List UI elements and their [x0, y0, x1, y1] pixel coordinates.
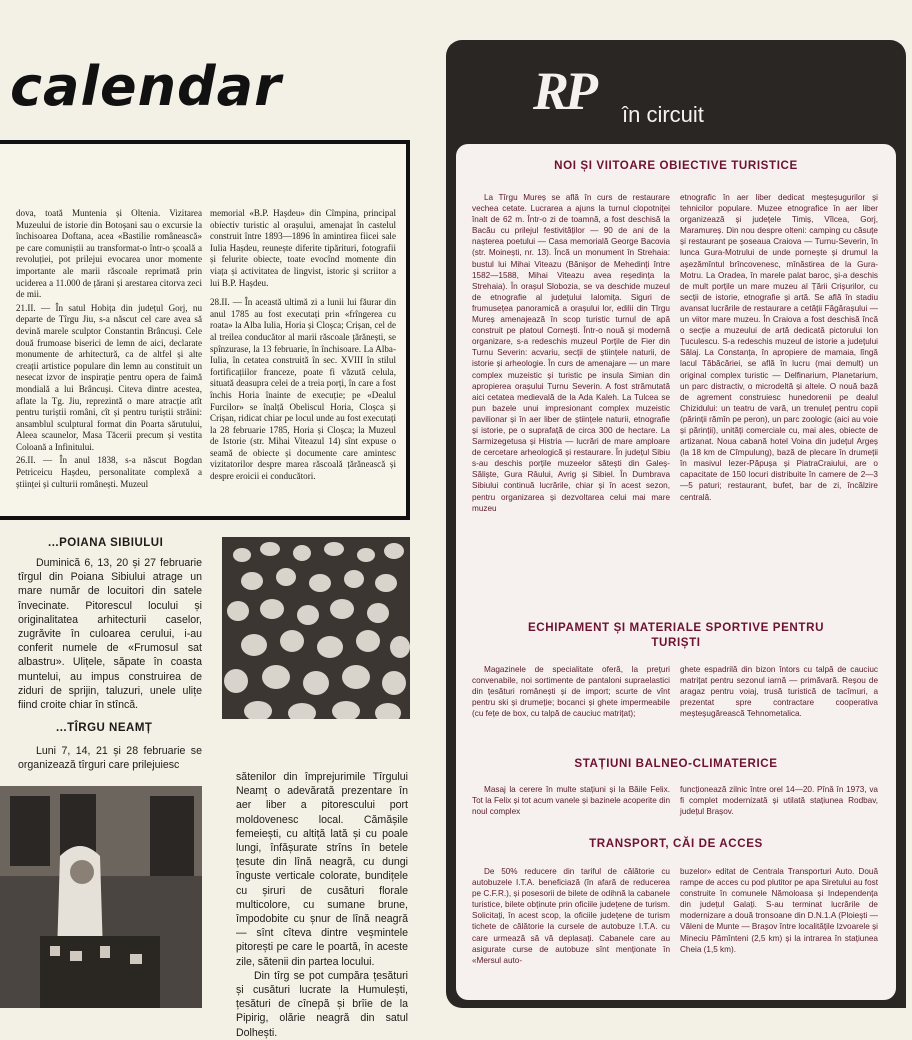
tirgu-neamt-title: ...TÎRGU NEAMȚ: [56, 722, 153, 734]
rp-paragraph: La Tîrgu Mureș se află în curs de restaurare vechea cetate. Lucrarea a ajuns la turnul clopotniței înalt de 62 m. Într-o zi de toamnă, a fost deschisă la Bacău cu prilejul festivităților — 90 de ani de la nașterea poetului — Casa memorială George Bacovia (str. Moinești, nr. 13). Încă un monument în Strehaia: bustul lui Mihai Viteazu (Bănișor de Mehedinți între 1582—1588, Mihai Viteazu avea reședința la Strehaia). În orașul Slobozia, se va deschide muzeul de etnografie al județului Ialomița. Siguri de frumusețea panoramică a orașului lor, edilii din Tîrgu Mureș amenajează în scop turistic turnul de apă construit pe platoul Corneşti. Într-o nouă și modernă organizare, s-a redeschis muzeul Porțile de Fier din Turnu Severin: acvariu, secții de științele naturii, de istorie și arheologie. În curs de amenajare — un mare complex muzeistic și turistic pe insula Simian din apropierea orașului Turnu Severin. A fost strămutată aici cetatea medievală de la Ada Kaleh. La Tulcea se pun bazele unui impresionant complex muzeistic pavilionar și în aer liber de științele naturii, etnografie și istorie, pe o suprafață de circa 300 de hectare. La Sarmizegetusa și Histria — lucrări de mare amploare de cercetare arheologică și restaurare. În județul Sibiu s-au deschis porțile muzeelor sătești din Galeș-Săliște, Gura Râului, Avrig și Sibiel. În Dumbrava Sibiului continuă lucrările, chiar și în acest sezon, pentru organizarea și dezvoltarea celui mai mare muzeu: [472, 193, 670, 513]
tirgu-neamt-text: [236, 770, 408, 1040]
calendar-paragraph: 21.II. — În satul Hobița din județul Gorj, nu departe de Tîrgu Jiu, s-a născut cel care avea să devină marele sculptor Constantin Brâncuși. Cele două frumoase biserici de lemn de aici, declarate monumente de arhitectură, ca de altfel și alte creații artistice populare din lemn au constituit un nesecat izvor de inspirație pentru opera de faimă mondială a lui Brâncuși. Citeva dintre acestea, aflate la Tg. Jiu, reprezintă o mare atracție atît pentru turiștii români, cît și pentru turiștii străini: ansamblul sculptural format din Poarta sărutului, Aleea scaunelor, Masa Tăcerii precum și vestita Coloană a Infinitului.: [16, 302, 202, 452]
section-obiective-col2: [680, 192, 878, 503]
rp-paragraph: De 50% reducere din tariful de călătorie cu autobuzele I.T.A. beneficiază (în afară de reducerea pe C.F.R.), și posesorii de bilete de odihnă la cabanele turistice, bilete obținute prin oficiile județene de turism. Solicitați, în acest scop, la oficiile județene de turism tichete de călătorie la cursele de autobuze I.T.A. cu care urmează să vă deplasați. Cabanele care au asigurate curse de autobuze sînt menționate în «Mersul auto-: [472, 867, 670, 965]
poiana-paragraph: Duminică 6, 13, 20 și 27 februarie tîrgul din Poiana Sibiului atrage un mare număr de locuitori din satele învecinate. Pitorescul locului și originalitatea arhitecturii caselor, zugrăvite în culoarea cerului, i-au conferit numele de «Frumosul sat albastru». Ulițele, săpate în coasta muntelui, au impus construirea de ziduri de sprijin, taluzuri, unele ulițe fiind croite chiar în stîncă.: [18, 557, 202, 712]
crowd-photo: [222, 537, 410, 719]
section-title-obiective: NOI ȘI VIITOARE OBIECTIVE TURISTICE: [554, 159, 798, 172]
calendar-paragraph: 28.II. — În această ultimă zi a lunii lui făurar din anul 1785 au fost executați prin «frîngerea cu roata» la Alba Iulia, Horia și Cloșca; Crișan, cel de al treilea conducător al marii răscoale țărănești, se spînzurase, la 13 februarie, în închisoare. La Alba-Iulia, în cetatea construită în sec. XVIII în stilul fortificațiilor franceze, poate fi văzută celula, situată deasupra celei de a treia porți, în care a fost închis Horia înainte de execuție; pe «Dealul Furcilor» se înalță Obeliscul Horia, Cloșca și Crișan, ridicat chiar pe locul unde au fost executați la 28 februarie 1785, Horia și Cloșca; la Muzeul de Istorie (str. Mihai Viteazul 14) sînt expuse o seamă de obiecte și documente care amintesc vizitatorilor despre marea răscoală țărănească și despre eroicii ei conducători.: [210, 297, 396, 482]
section-title-transport: TRANSPORT, CĂI DE ACCES: [589, 837, 763, 850]
rp-logo: RP: [533, 61, 595, 121]
section-transport-col2: [680, 866, 878, 955]
calendar-box: [0, 140, 410, 520]
section-statiuni-col1: [472, 784, 670, 817]
section-echipament-col1: [472, 664, 670, 719]
rp-paragraph: etnografic în aer liber dedicat meșteșugurilor și tehnicilor populare. Muzee etnografice în aer liber organizează și județele Timiș, Vîlcea, Gorj, Maramureș. Din nou despre olteni: camping cu căsuțe și restaurant pe șoseaua Craiova — Turnu-Severin, în lunca Gura-Motrului de unde pornește și drumul la așezămîntul brîncovenesc, mînăstirea de la Gura-Motru. La Oradea, în marele palat baroc, și-a deschis de mult porțile un mare muzeu al Țării Crișurilor, cu secții de istorie, etnografie și artă. Se află în stadiu avansat lucrările de restaurare a cetății Făgărașului — un viitor mare muzeu. În Craiova a fost deschisă încă o secție a muzeului de artă dedicată pictorului Ion Țuculescu. S-a redeschis muzeul de istorie a județului Sălaj. La Constanța, în apropiere de mamaia, lîngă lacul Tăbăcăriei, se află în lucru (mai demult) un original complex turistic — Delfinarium, Planetarium, un parc distractiv, o microdeltă și altele. O nouă bază de agrement construiesc hunedorenii pe dealul Chizidului: un teatru de vară, un trenuleț pentru copii (părinții rămîn pe peron), un parc zoologic (aici au voie și părinții), unități comerciale cu, mai ales, obiecte de artizanat. Noua cabană hotel Voina din județul Argeș (la 18 km de Cîmpulung), bază de plecare în drumeții în masivul Iezer-Păpușa și PiatraCraiului, are o capacitate de 150 locuri distribuite în camere de 2—3—5 paturi; restaurant, bufet, bar de zi, încălzire centrală.: [680, 193, 878, 502]
costume-image: [0, 786, 202, 1008]
rp-subtitle: în circuit: [622, 102, 704, 127]
rp-paragraph: Masaj la cerere în multe stațiuni și la Băile Felix. Tot la Felix și tot acum vanele și bazinele acoperite din noul complex: [472, 785, 670, 817]
section-title-statiuni: STAȚIUNI BALNEO-CLIMATERICE: [574, 757, 778, 770]
calendar-column-2: [210, 208, 396, 485]
crowd-image: [222, 537, 410, 719]
rp-paragraph: funcționează zilnic între orel 14—20. Pînă în 1973, va fi complet modernizată și utilată stațiunea Rodbav, județul Brașov.: [680, 785, 878, 817]
section-statiuni-col2: [680, 784, 878, 817]
neamt-paragraph: Din tîrg se pot cumpăra țesături și cusături lucrate la Humulești, țesături de cînepă și brîie de la Pipirig, olărie neagră din satul Dolhești.: [236, 969, 408, 1039]
section-title-echipament: ECHIPAMENT ȘI MATERIALE SPORTIVE PENTRU TURIȘTI: [527, 621, 825, 649]
neamt-paragraph: sătenilor din împrejurimile Tîrgului Neamț o adevărată prezentare în aer liber a pitorescului port moldovenesc local. Cămășile femeiești, cu altiță lată și cu poale lungi, înfășurate strîns în betele țesute din lînă neagră, cu dungi înguste verticale colorate, bundițele cu șiruri de cusături florale multicolore, cu sumane brune, împodobite cu șnur de lînă neagră — sînt cîteva dintre veșmintele pitorești pe care le poartă, în aceste zile, sătenii din partea locului.: [236, 771, 408, 968]
section-echipament-col2: [680, 664, 878, 719]
costume-photo: [0, 786, 202, 1008]
rp-paragraph: ghete espadrilă din bizon întors cu talpă de cauciuc matrițat pentru sezonul iarnă — primăvară. Reșou de aragaz pentru voiaj, trusă turistică de tacîmuri, a prezentat spre contractare cooperativa meșteșugărească Tehnometalica.: [680, 665, 878, 719]
calendar-paragraph: dova, toată Muntenia și Oltenia. Vizitarea Muzeului de istorie din Botoșani sau o excursie la închisoarea Doftana, acea «Bastilie românească» pe care comuniștii au transformat-o într-o școală a revoluției, pot prilejui evocarea unor momente importante ale marii răscoale reprimată prin uciderea a 11.000 de țărani și arestarea citorva zeci de mii.: [16, 208, 202, 300]
rp-paragraph: Magazinele de specialitate oferă, la prețuri convenabile, noi sortimente de pantaloni supraelastici din țesături românești și de import; scurte de vînt pentru ski și drumeție; bocanci și ghete impermeabile (cu fețe de box, cu talpă de cauciuc matrițat);: [472, 665, 670, 719]
poiana-title: ...POIANA SIBIULUI: [48, 537, 164, 549]
calendar-paragraph: memorial «B.P. Hașdeu» din Cîmpina, principal obiectiv turistic al orașului, amenajat în castelul construit între 1893—1896 în amintirea fiicei sale Iulia Hașdeu, reunește diferite tipărituri, fotografii și felurite obiecte, toate evocînd momente din viața și activitatea de lingvist, istoric și scriitor a lui B.P. Hașdeu.: [210, 208, 396, 288]
calendar-paragraph: 26.II. — În anul 1838, s-a născut Bogdan Petriceicu Hașdeu, personalitate complexă a științei și culturii românești. Muzeul: [16, 455, 202, 489]
tirgu-neamt-intro: [18, 744, 202, 772]
neamt-paragraph: Luni 7, 14, 21 și 28 februarie se organizează tîrguri care prilejuiesc: [18, 745, 202, 772]
section-transport-col1: [472, 866, 670, 966]
rp-paragraph: buzelor» editat de Centrala Transporturi Auto. Două rampe de acces cu pod plutitor pe apa Siretului au fost construite în comunele Nămoloasa și Independența din județul Galați. S-au terminat lucrările de modernizare a două tronsoane din D.N.1.A (Ploiești — Văleni de Munte — Brașov între localitățile Izvoarele și Mineciu Pămînteni (2,5 km) și la intrarea în stațiunea Cheia (1,5 km).: [680, 867, 878, 954]
section-obiective-col1: [472, 192, 670, 514]
poiana-text: [18, 556, 202, 712]
calendar-column-1: [16, 208, 202, 492]
masthead-title: calendar: [10, 55, 282, 118]
